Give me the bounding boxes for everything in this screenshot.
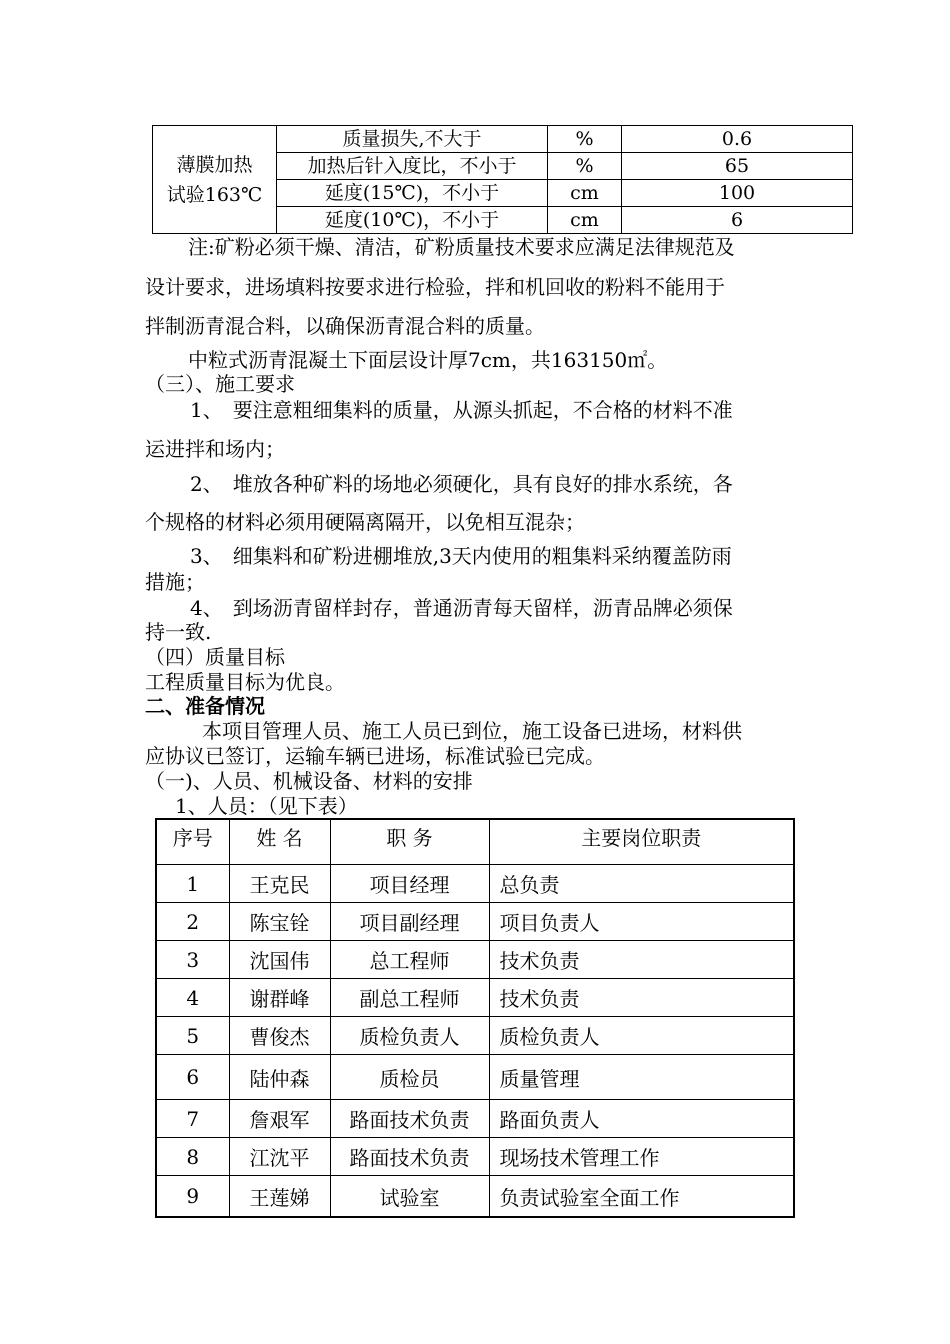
note-line-3: 拌制沥青混合料，以确保沥青混合料的质量。 — [145, 314, 545, 338]
section3-item4-line2: 持一致. — [145, 620, 212, 644]
section3-item4-line1: 4、 到场沥青留样封存，普通沥青每天留样，沥青品牌必须保 — [190, 596, 733, 620]
table-row: 7 詹艰军 路面技术负责 路面负责人 — [156, 1100, 794, 1138]
table-row: 4 谢群峰 副总工程师 技术负责 — [156, 979, 794, 1017]
part2-sub1: （一)、人员、机械设备、材料的安排 — [145, 769, 473, 793]
spec-unit: cm — [548, 207, 622, 234]
section3-item2-line2: 个规格的材料必须用硬隔离隔开，以免相互混杂； — [145, 510, 585, 534]
section4-text: 工程质量目标为优良。 — [145, 670, 345, 694]
design-paragraph: 中粒式沥青混凝土下面层设计厚7cm，共163150㎡。 — [188, 348, 668, 372]
spec-item: 延度(10℃)，不小于 — [277, 207, 548, 234]
table-row: 1 王克民 项目经理 总负责 — [156, 865, 794, 903]
section3-heading: （三）、施工要求 — [145, 372, 295, 396]
header-position: 职 务 — [330, 819, 489, 865]
section3-item3-line2: 措施； — [145, 570, 205, 594]
spec-item: 延度(15℃)，不小于 — [277, 180, 548, 207]
spec-value: 100 — [622, 180, 853, 207]
section3-item1-line2: 运进拌和场内； — [145, 437, 285, 461]
spec-unit: % — [548, 153, 622, 180]
spec-value: 0.6 — [622, 126, 853, 153]
table-row: 9 王莲娣 试验室 负责试验室全面工作 — [156, 1176, 794, 1218]
section3-item1-line1: 1、 要注意粗细集料的质量，从源头抓起，不合格的材料不准 — [190, 398, 733, 422]
table-row: 5 曹俊杰 质检负责人 质检负责人 — [156, 1017, 794, 1055]
table-row: 2 陈宝铨 项目副经理 项目负责人 — [156, 903, 794, 941]
header-index: 序号 — [156, 819, 229, 865]
section4-heading: （四）质量目标 — [145, 645, 285, 669]
table-row: 6 陆仲森 质检员 质量管理 — [156, 1055, 794, 1100]
spec-item: 加热后针入度比，不小于 — [277, 153, 548, 180]
staff-table-header — [156, 819, 794, 865]
staff-table — [155, 818, 795, 1218]
spec-group-label: 薄膜加热 试验163℃ — [153, 126, 277, 234]
section3-item3-line1: 3、 细集料和矿粉进棚堆放,3天内使用的粗集料采纳覆盖防雨 — [190, 544, 732, 568]
spec-value: 65 — [622, 153, 853, 180]
spec-row — [153, 126, 853, 153]
part2-para-line1: 本项目管理人员、施工人员已到位，施工设备已进场，材料供 — [202, 719, 742, 743]
part2-para-line2: 应协议已签订，运输车辆已进场，标准试验已完成。 — [145, 744, 605, 768]
header-duty: 主要岗位职责 — [489, 819, 794, 865]
part2-heading: 二、准备情况 — [145, 694, 265, 718]
header-name: 姓 名 — [229, 819, 330, 865]
asphalt-spec-table — [152, 125, 853, 234]
note-line-1: 注:矿粉必须干燥、清洁，矿粉质量技术要求应满足法律规范及 — [188, 235, 735, 259]
table-row: 8 江沈平 路面技术负责 现场技术管理工作 — [156, 1138, 794, 1176]
spec-item: 质量损失,不大于 — [277, 126, 548, 153]
section3-item2-line1: 2、 堆放各种矿料的场地必须硬化，具有良好的排水系统，各 — [190, 472, 733, 496]
table-row: 3 沈国伟 总工程师 技术负责 — [156, 941, 794, 979]
note-line-2: 设计要求，进场填料按要求进行检验，拌和机回收的粉料不能用于 — [145, 275, 725, 299]
spec-unit: cm — [548, 180, 622, 207]
spec-value: 6 — [622, 207, 853, 234]
part2-sub1-1: 1、人员：（见下表） — [175, 794, 358, 818]
spec-unit: % — [548, 126, 622, 153]
